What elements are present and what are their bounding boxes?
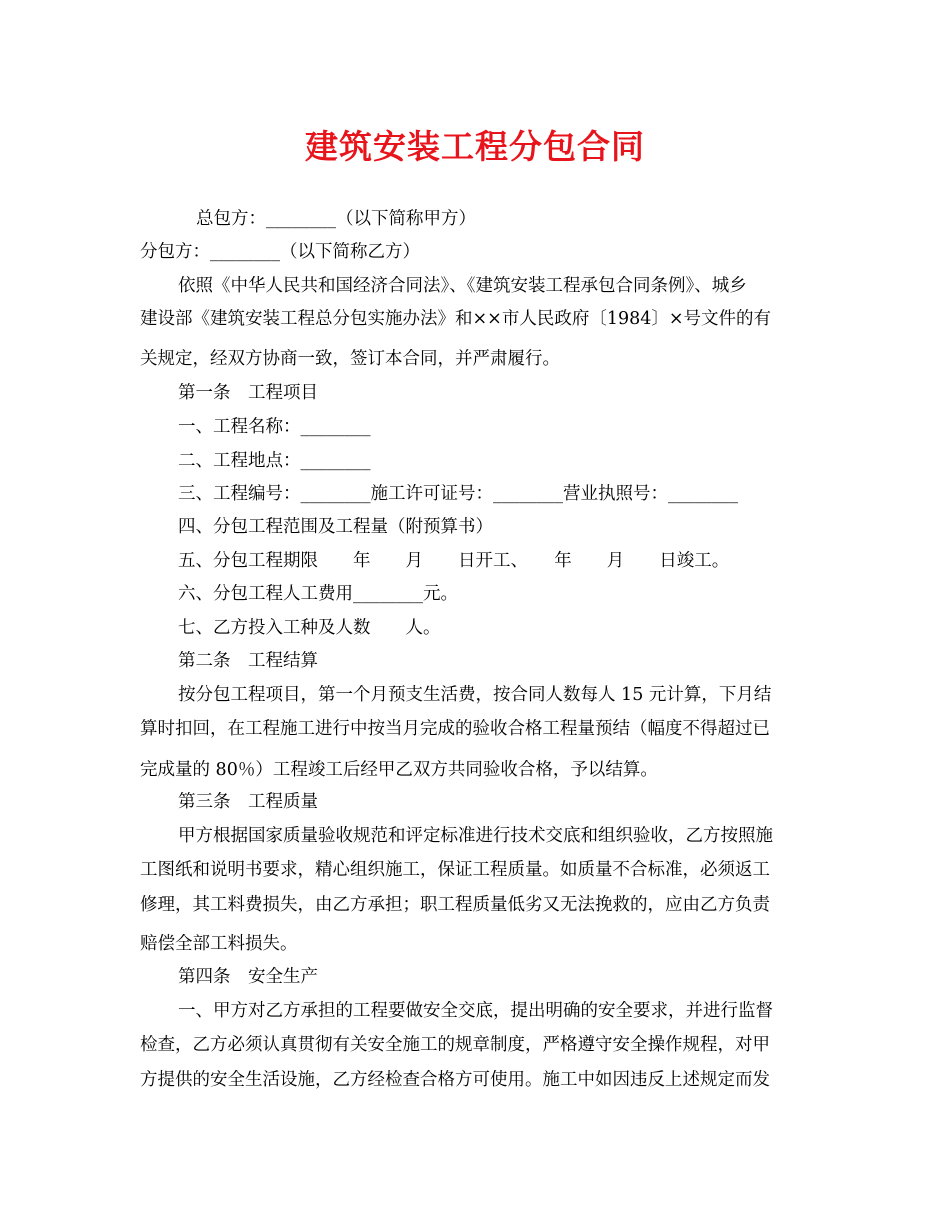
article-item: 一、工程名称：________	[178, 417, 371, 437]
body-line: 按分包工程项目，第一个月预支生活费，按合同人数每人 15 元计算，下月结	[178, 685, 772, 705]
article-heading: 第四条 安全生产	[178, 967, 318, 987]
body-line: 工图纸和说明书要求，精心组织施工，保证工程质量。如质量不合标准，必须返工	[140, 860, 770, 880]
body-line: 完成量的 80％）工程竣工后经甲乙双方共同验收合格，予以结算。	[140, 760, 658, 780]
body-line: 方提供的安全生活设施，乙方经检查合格方可使用。施工中如因违反上述规定而发	[140, 1070, 770, 1090]
party-b-line: 分包方：________（以下简称乙方）	[140, 242, 420, 262]
document-title: 建筑安装工程分包合同	[305, 127, 645, 166]
body-line: 检查，乙方必须认真贯彻有关安全施工的规章制度，严格遵守安全操作规程，对甲	[140, 1035, 770, 1055]
article-item: 七、乙方投入工种及人数 人。	[178, 618, 441, 638]
body-line: 一、甲方对乙方承担的工程要做安全交底，提出明确的安全要求，并进行监督	[178, 1001, 773, 1021]
party-a-line: 总包方：________（以下简称甲方）	[196, 209, 476, 229]
article-item: 五、分包工程期限 年 月 日开工、 年 月 日竣工。	[178, 551, 730, 571]
body-line: 修理，其工料费损失，由乙方承担；职工程质量低劣又无法挽救的，应由乙方负责	[140, 895, 770, 915]
body-line: 赔偿全部工料损失。	[140, 934, 298, 954]
preamble-line: 依照《中华人民共和国经济合同法》、《建筑安装工程承包合同条例》、城乡	[178, 276, 747, 296]
article-item: 四、分包工程范围及工程量（附预算书）	[178, 517, 493, 537]
article-heading: 第二条 工程结算	[178, 651, 318, 671]
article-item: 六、分包工程人工费用________元。	[178, 584, 458, 604]
article-heading: 第一条 工程项目	[178, 383, 318, 403]
preamble-line: 关规定，经双方协商一致，签订本合同，并严肃履行。	[140, 349, 560, 369]
article-heading: 第三条 工程质量	[178, 792, 318, 812]
article-item: 三、工程编号：________施工许可证号：________营业执照号：________	[178, 484, 738, 504]
article-item: 二、工程地点：________	[178, 451, 371, 471]
body-line: 甲方根据国家质量验收规范和评定标准进行技术交底和组织验收，乙方按照施	[178, 826, 773, 846]
preamble-line: 建设部《建筑安装工程总分包实施办法》和××市人民政府〔1984〕×号文件的有	[140, 309, 772, 329]
body-line: 算时扣回，在工程施工进行中按当月完成的验收合格工程量预结（幅度不得超过已	[140, 719, 770, 739]
